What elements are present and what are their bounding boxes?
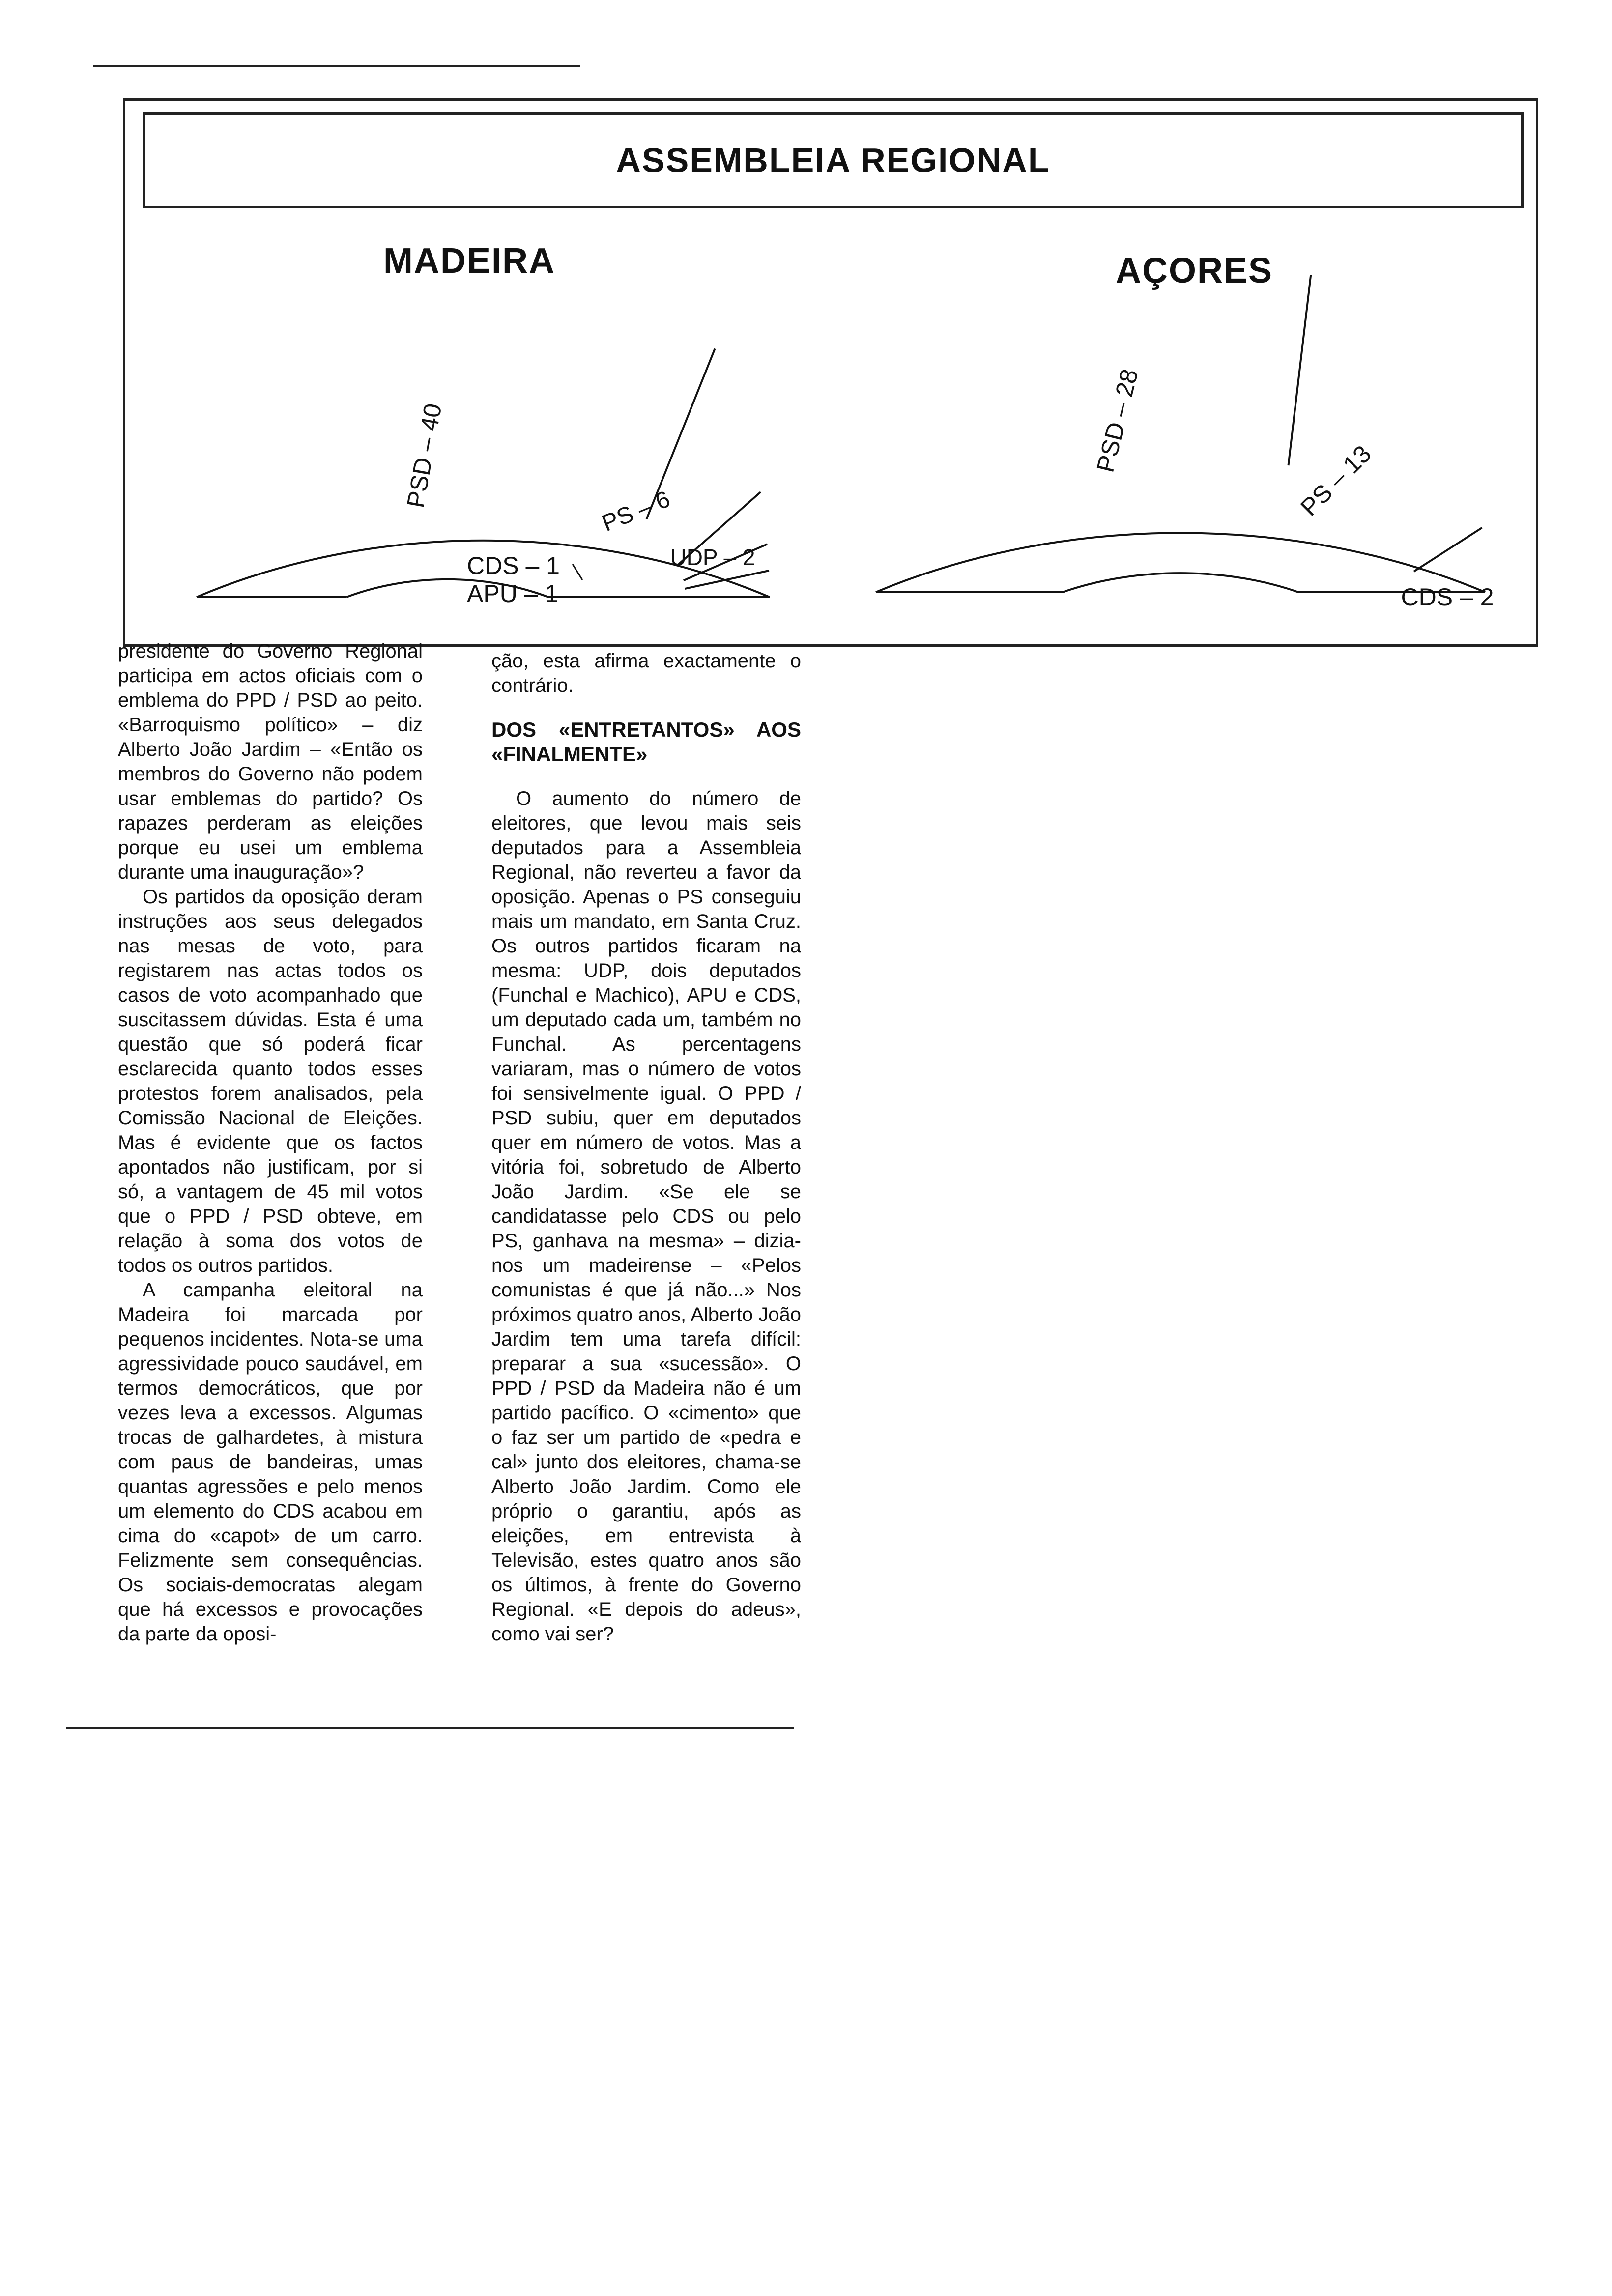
col1-paragraph-1: presidente do Governo Regional participa em actos oficiais com o emblema do PPD / PSD ao peito. «Barroquismo político» – diz Alberto João Jardim – «Então os membros do Governo não podem usar emblemas do partido? Os rapazes perderam as eleições porque eu usei um emblema durante uma inauguração»? xyxy=(118,640,423,883)
acores-divider-ps xyxy=(1414,528,1482,572)
madeira-label-apu: APU – 1 xyxy=(467,580,559,607)
madeira-title: MADEIRA xyxy=(383,241,555,281)
col2-body: O aumento do número de eleitores, que levou mais seis deputados para a Assembleia Regional, não reverteu a favor da oposição. Apenas o PS conseguiu mais um mandato, em Santa Cruz. Os outros partidos ficaram na mesma: UDP, dois deputados (Funchal e Machico), APU e CDS, um deputado cada um, também no Funchal. As percentagens variaram, mas o número de votos foi sensivelmente igual. O PPD / PSD subiu, quer em deputados quer em número de votos. Mas a vitória foi, sobretudo de Alberto João Jardim. «Se ele se candidatasse pelo CDS ou pelo PS, ganhava na mesma» – dizia-nos um madeirense – «Pelos comunistas é que já não...» Nos próximos quatro anos, Alberto João Jardim tem uma tarefa difícil: preparar a sua «sucessão». O PPD / PSD da Madeira não é um partido pacífico. O «cimento» que o faz ser um partido de «pedra e cal» junto dos eleitores, chama-se Alberto João Jardim. Como ele próprio o garantiu, após as eleições, em entrevista à Televisão, estes quatro anos são os últimos, à frente do Governo Regional. «E depois do adeus», como vai ser? xyxy=(491,788,801,1645)
madeira-label-ps: PS – 6 xyxy=(598,486,674,537)
col2-intro: ção, esta afirma exactamente o contrário. xyxy=(491,650,801,696)
madeira-label-udp: UDP – 2 xyxy=(670,545,755,570)
col1-paragraph-3: A campanha eleitoral na Madeira foi marcada por pequenos incidentes. Nota-se uma agressividade pouco saudável, em termos democráticos, que por vezes leva a excessos. Algumas trocas de galhardetes, à mistura com paus de bandeiras, umas quantas agressões e pelo menos um elemento do CDS acabou em cima do «capot» de um carro. Felizmente sem consequências. Os sociais-democratas alegam que há excessos e provocações da parte da oposi- xyxy=(118,1279,423,1645)
acores-label-psd: PSD – 28 xyxy=(1091,366,1144,475)
bottom-rule xyxy=(66,1727,794,1729)
madeira-chart xyxy=(147,275,811,614)
madeira-cds-leader xyxy=(573,564,582,580)
acores-label-ps: PS – 13 xyxy=(1295,440,1377,521)
madeira-divider-cds xyxy=(685,571,769,589)
article-column-1 xyxy=(118,639,423,1646)
madeira-label-cds: CDS – 1 xyxy=(467,552,560,579)
acores-outer-arc xyxy=(876,533,1485,592)
article-column-2 xyxy=(491,649,801,1646)
acores-label-cds: CDS – 2 xyxy=(1401,583,1494,611)
acores-title: AÇORES xyxy=(1116,251,1273,290)
col1-paragraph-2: Os partidos da oposição deram instruções aos seus delegados nas mesas de voto, para registarem nas actas todos os casos de voto acompanhado que suscitassem dúvidas. Esta é uma questão que só poderá ficar esclarecida quanto todos esses protestos forem analisados, pela Comissão Nacional de Eleições. Mas é evidente que os factos apontados não justificam, por si só, a vantagem de 45 mil votos que o PPD / PSD obteve, em relação à soma dos votos de todos os outros partidos. xyxy=(118,886,423,1276)
madeira-label-psd: PSD – 40 xyxy=(402,401,447,510)
subheading: DOS «ENTRETANTOS» AOS «FINALMENTE» xyxy=(491,718,801,766)
page-title: ASSEMBLEIA REGIONAL xyxy=(616,141,1050,179)
header-box xyxy=(143,112,1524,208)
top-rule xyxy=(93,65,580,67)
acores-divider-psd xyxy=(1288,275,1320,465)
acores-chart xyxy=(860,275,1524,614)
acores-inner-arc xyxy=(1063,573,1298,592)
